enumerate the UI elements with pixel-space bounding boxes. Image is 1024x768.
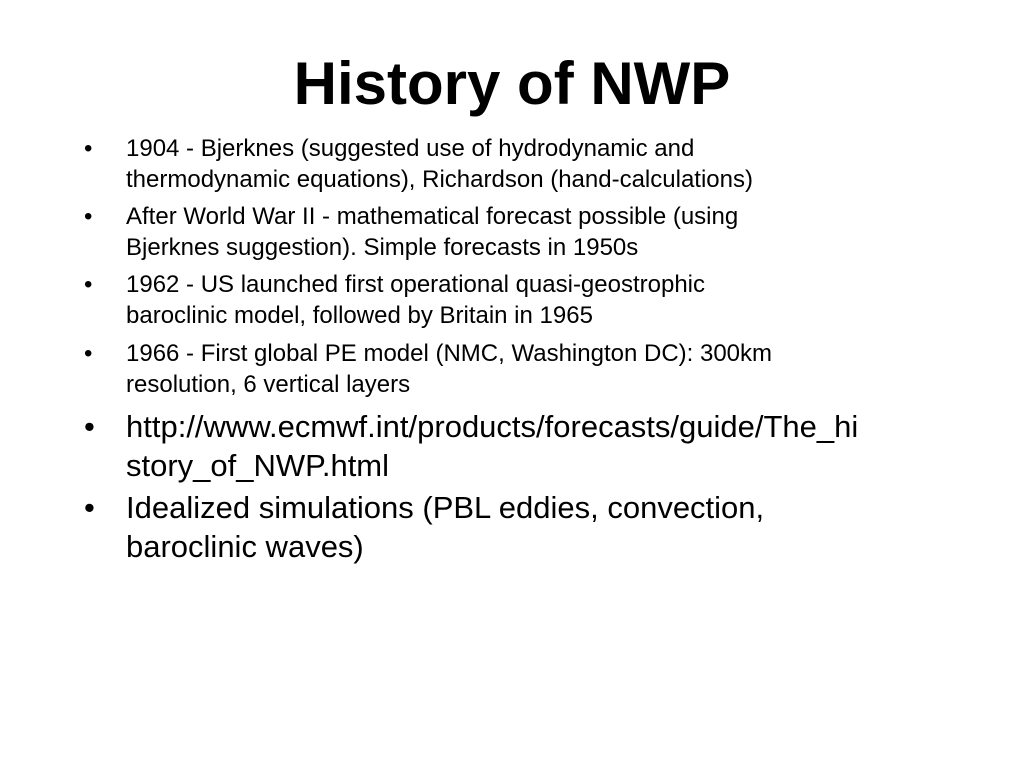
bullet-icon: • xyxy=(84,135,93,162)
bullet-text-line: 1962 - US launched first operational quasi-geostrophic xyxy=(126,271,706,298)
slide-title: History of NWP xyxy=(293,50,731,117)
bullet-text xyxy=(126,407,858,485)
bullet-icon: • xyxy=(84,409,95,444)
bullet-text xyxy=(126,338,772,400)
bullet-text-line: baroclinic model, followed by Britain in 1965 xyxy=(126,302,593,329)
bullet-text xyxy=(126,488,764,566)
bullet-text-line: 1966 - First global PE model (NMC, Washington DC): 300km xyxy=(126,340,773,367)
bullet-text-line: thermodynamic equations), Richardson (hand-calculations) xyxy=(126,166,753,193)
bullet-text-line: baroclinic waves) xyxy=(126,529,364,564)
bullet-icon: • xyxy=(84,203,93,230)
bullet-text xyxy=(126,133,753,195)
bullet-text xyxy=(126,201,738,263)
bullet-text-line: resolution, 6 vertical layers xyxy=(126,371,411,398)
bullet-text-line: http://www.ecmwf.int/products/forecasts/guide/The_hi xyxy=(126,409,859,444)
bullet-text-line: Idealized simulations (PBL eddies, convection, xyxy=(126,490,765,525)
bullet-text-line: After World War II - mathematical forecast possible (using xyxy=(126,203,739,230)
bullet-text-line: 1904 - Bjerknes (suggested use of hydrodynamic and xyxy=(126,135,695,162)
bullet-icon: • xyxy=(84,271,93,298)
bullet-icon: • xyxy=(84,340,93,367)
bullet-text xyxy=(126,269,705,331)
bullet-text-line: story_of_NWP.html xyxy=(126,448,390,483)
bullet-text-line: Bjerknes suggestion). Simple forecasts in 1950s xyxy=(126,234,639,261)
bullet-icon: • xyxy=(84,490,95,525)
